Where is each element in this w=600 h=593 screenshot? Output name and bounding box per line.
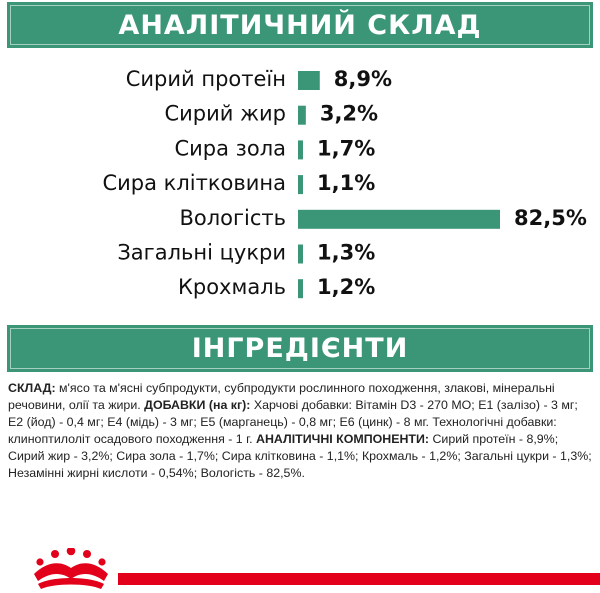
- composition-label: СКЛАД:: [8, 381, 56, 395]
- value-label: 1,2%: [317, 275, 376, 300]
- category-label: Сирий протеїн: [125, 67, 286, 91]
- bar: [298, 175, 303, 194]
- brand-footer: [0, 548, 600, 593]
- value-label: 82,5%: [514, 205, 587, 230]
- analytic-composition-title: АНАЛІТИЧНИЙ СКЛАД: [118, 9, 482, 41]
- value-label: 1,3%: [317, 240, 376, 265]
- ingredients-title: ІНГРЕДІЄНТИ: [191, 333, 409, 364]
- bar: [298, 245, 303, 264]
- bar: [298, 71, 320, 90]
- analytic-composition-banner: [7, 2, 593, 48]
- composition-text: м'ясо та м'ясні субпродукти, субпродукти рослинного походження, злакові, мінеральні речовини, олії та жири.: [8, 381, 555, 412]
- analytic-components-label: АНАЛІТИЧНІ КОМПОНЕНТИ:: [256, 432, 430, 446]
- bar: [298, 279, 303, 298]
- royal-canin-crown-icon: [34, 548, 108, 589]
- analytic-components-text: Сирий протеїн - 8,9%; Сирий жир - 3,2%; Сира зола - 1,7%; Сира клітковина - 1,1%; Крохмаль - 1,2%; Загальні цукри - 1,3%; Незамінні жирні кислоти - 0,54%; Вологість - 82,5%.: [8, 432, 592, 480]
- category-label: Сира клітковина: [102, 171, 286, 196]
- additives-label: ДОБАВКИ (на кг):: [144, 398, 251, 412]
- nutrient-bar-chart: [0, 50, 600, 315]
- value-label: 8,9%: [333, 67, 393, 91]
- value-label: 1,7%: [317, 136, 376, 161]
- category-label: Загальні цукри: [117, 240, 286, 265]
- value-label: 1,1%: [317, 171, 376, 196]
- banner-border: [10, 328, 590, 369]
- category-label: Сира зола: [174, 136, 286, 161]
- ingredients-text: [8, 380, 592, 482]
- banner-border: [10, 5, 590, 45]
- category-label: Вологість: [179, 205, 286, 230]
- category-label: Сирий жир: [164, 101, 286, 126]
- category-label: Крохмаль: [177, 275, 286, 300]
- bar: [298, 106, 306, 125]
- bar: [298, 210, 500, 229]
- additives-text: Харчові добавки: Вітамін D3 - 270 МО; Е1 (залізо) - 3 мг; Е2 (йод) - 0,4 мг; Е4 (мідь) - 3 мг; Е5 (марганець) - 0,8 мг; Е6 (цинк) - 8 мг. Технологічні добавки: клиноптилоліт осадового походження - 1 г.: [8, 398, 578, 446]
- bar: [298, 140, 303, 159]
- footer-red-stripe: [118, 573, 600, 585]
- value-label: 3,2%: [319, 101, 379, 126]
- ingredients-banner: [7, 325, 593, 372]
